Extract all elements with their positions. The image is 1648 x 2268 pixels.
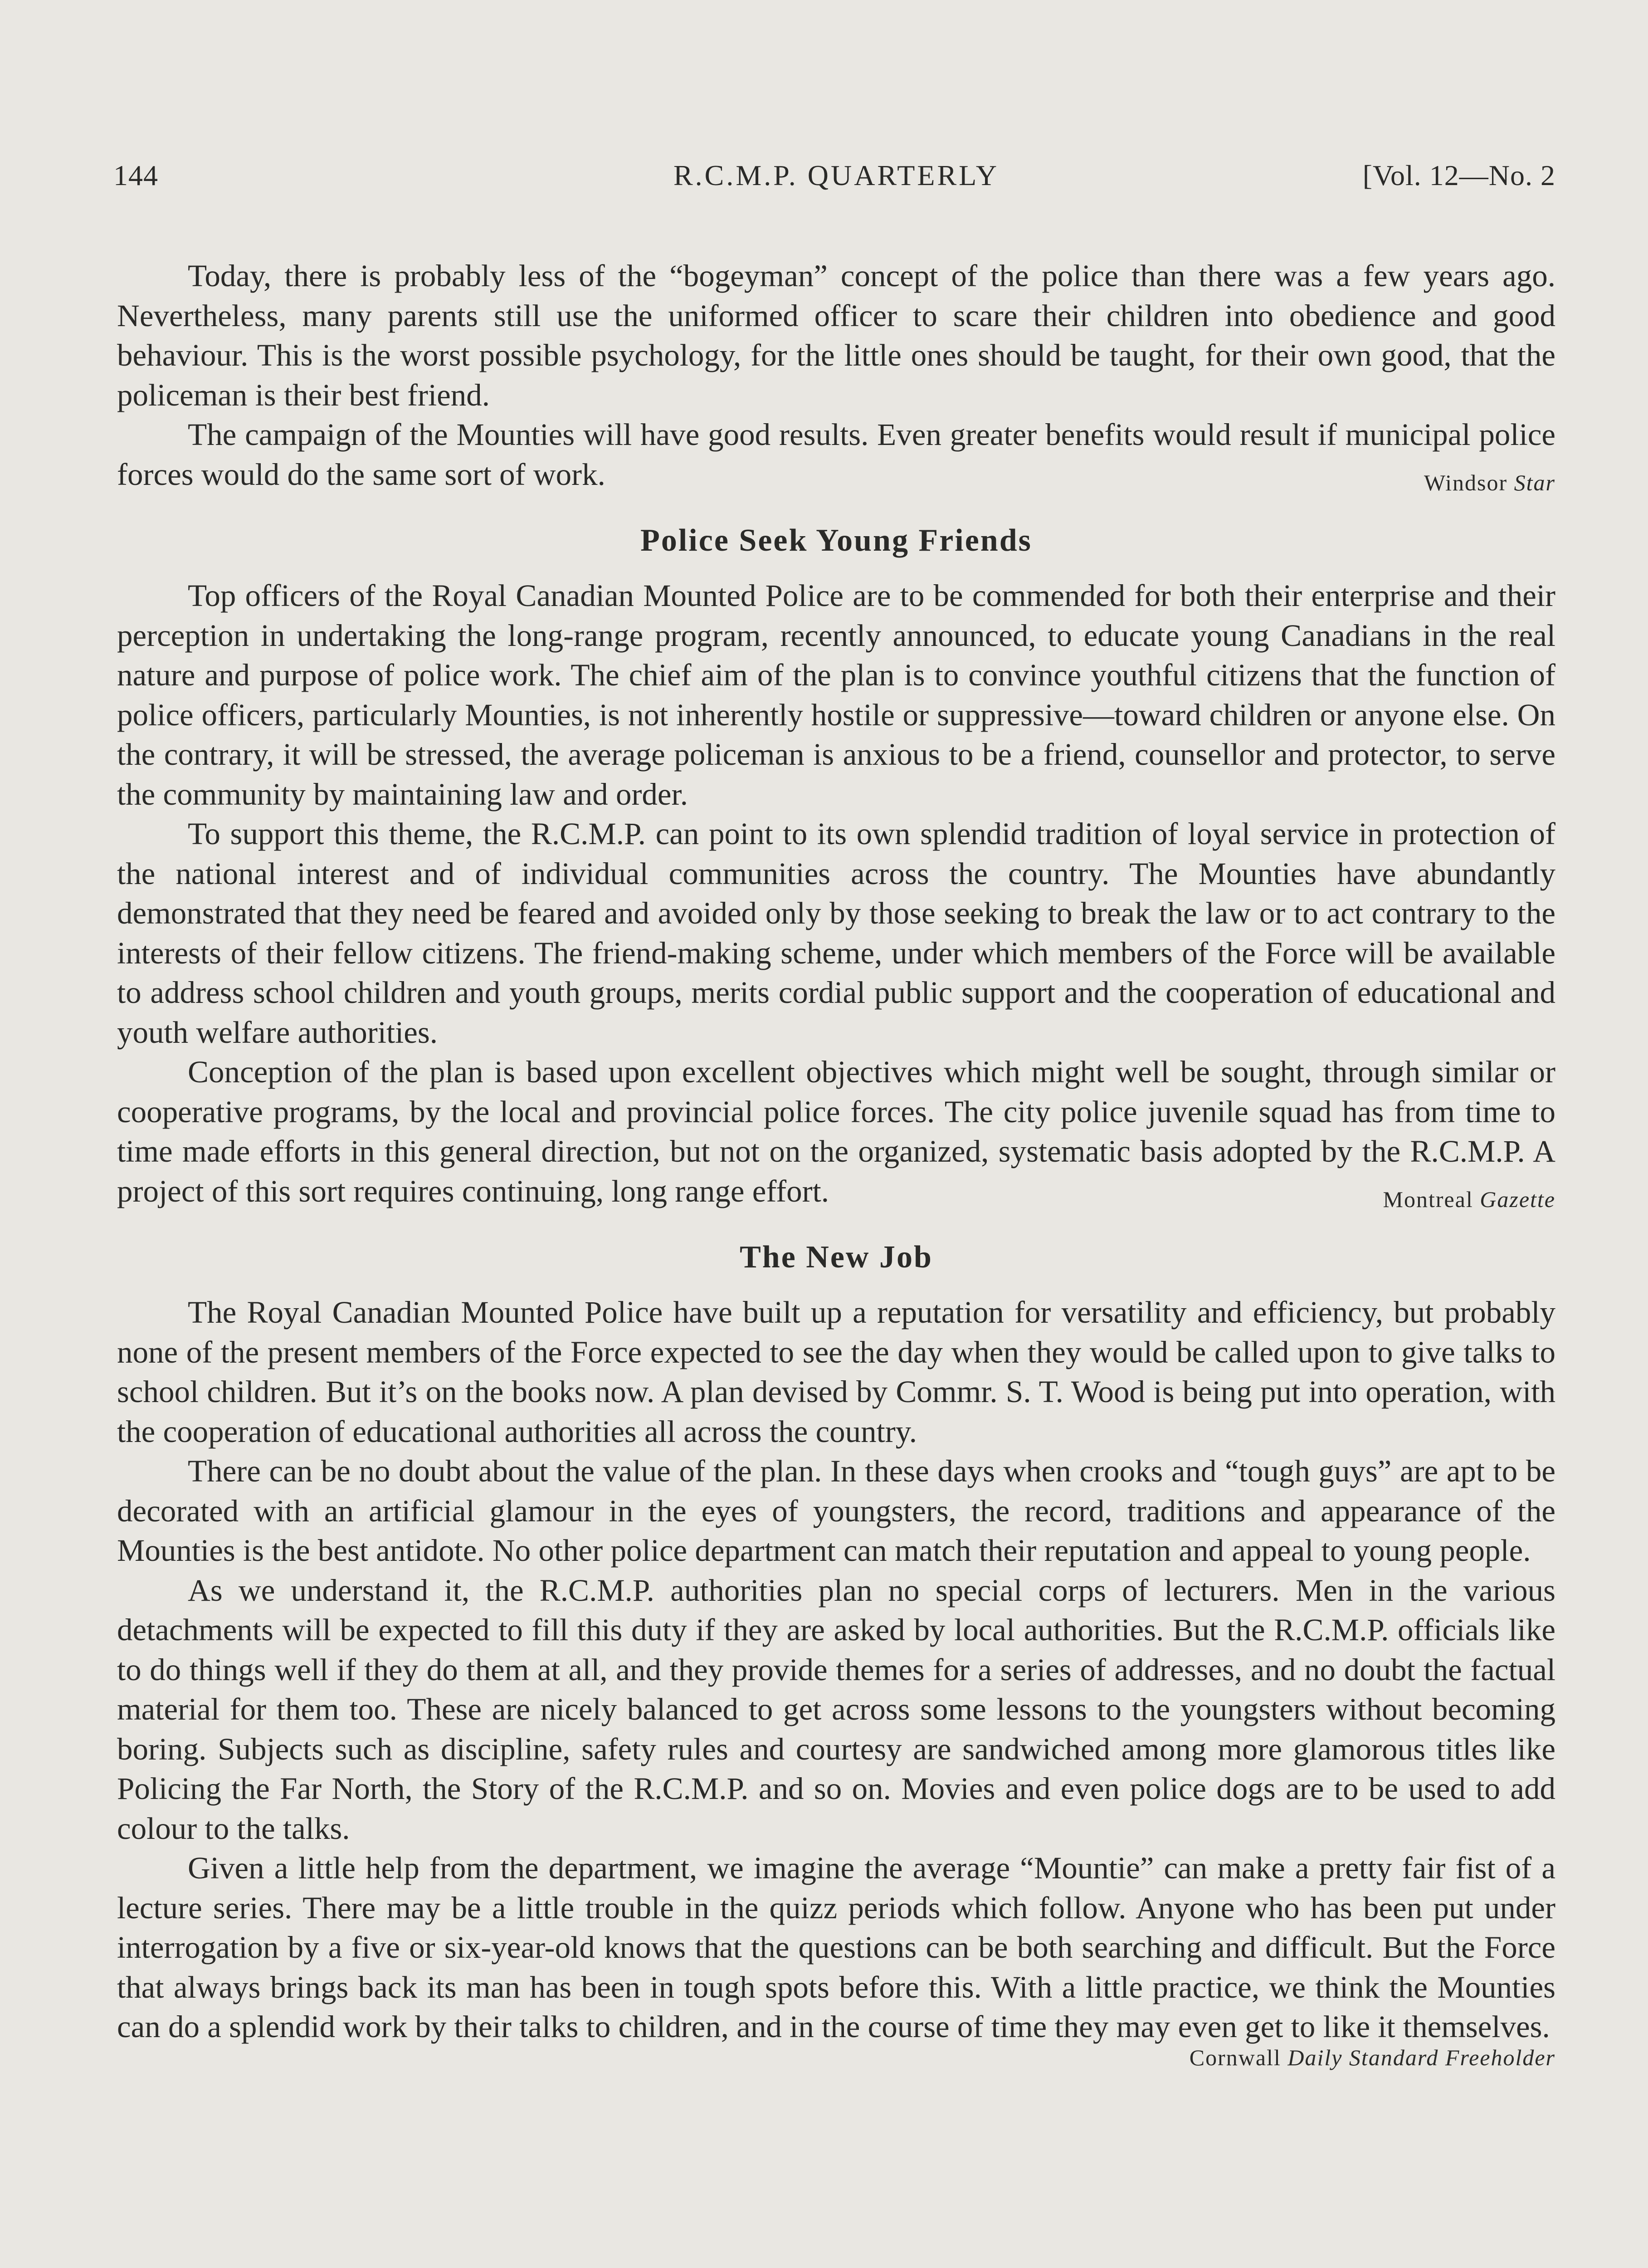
article2-paragraph-2: To support this theme, the R.C.M.P. can point to its own splendid tradition of loyal service in protection of the national interest and of individual communities across the country. The Mounties have abundantly demonstrated that they need be feared and avoided only by those seeking to break the law or to act contrary to the interests of their fellow citizens. The friend-making scheme, under which members of the Force will be available to address school children and youth groups, merits cordial public support and the cooperation of educational and youth welfare authorities. [117,816,1555,1050]
article2-title: Police Seek Young Friends [640,523,1032,558]
article3-paragraph-1: The Royal Canadian Mounted Police have built up a reputation for versatility and efficiency, but probably none of the present members of the Force expected to see the day when they would be called upon to give talks to school children. But it’s on the books now. A plan devised by Commr. S. T. Wood is being put into operation, with the cooperation of educational authorities all across the country. [117,1295,1555,1449]
article3-paragraph-4: Given a little help from the department, we imagine the average “Mountie” can make a pretty fair fist of a lecture series. There may be a little trouble in the quizz periods which follow. Anyone who has been put under interrogation by a five or six-year-old knows that the questions can be both searching and difficult. But the Force that always brings back its man has been in tough spots before this. With a little practice, we think the Mounties can do a splendid work by their talks to children, and in the course of time they may even get to like it themselves. [117,1851,1555,2044]
article3-paragraph-3: As we understand it, the R.C.M.P. authorities plan no special corps of lecturers. Men in the various detachments will be expected to fill this duty if they are asked by local authorities. But the R.C.M.P. officials like to do things well if they do them at all, and they provide themes for a series of addresses, and no doubt the factual material for them too. These are nicely balanced to get across some lessons to the youngsters without becoming boring. Subjects such as discipline, safety rules and courtesy are sandwiched among more glamorous titles like Policing the Far North, the Story of the R.C.M.P. and so on. Movies and even police dogs are to be used to add colour to the talks. [117,1573,1555,1846]
article2-paragraph-1: Top officers of the Royal Canadian Mounted Police are to be commended for both their enterprise and their perception in undertaking the long-range program, recently announced, to educate young Canadians in the real nature and purpose of police work. The chief aim of the plan is to convince youthful citizens that the function of police officers, particularly Mounties, is not inherently hostile or suppressive—toward children or anyone else. On the contrary, it will be stressed, the average policeman is anxious to be a friend, counsellor and protector, to serve the community by maintaining law and order. [117,578,1555,811]
page-number: 144 [113,159,158,191]
volume-issue: [Vol. 12—No. 2 [1362,159,1555,191]
document-page [113,159,1555,2071]
article3-paragraph-2: There can be no doubt about the value of the plan. In these days when crooks and “tough guys” are apt to be decorated with an artificial glamour in the eyes of youngsters, the record, traditions and appearance of the Mounties is the best antidote. No other police department can match their reputation and appeal to young people. [117,1454,1555,1568]
article3-title: The New Job [740,1240,933,1275]
article2-paragraph-3: Conception of the plan is based upon excellent objectives which might well be sought, through similar or cooperative programs, by the local and provincial police forces. The city police juvenile squad has from time to time made efforts in this general direction, but not on the organized, systematic basis adopted by the R.C.M.P. A project of this sort requires continuing, long range effort. Montreal Gazette [117,1052,1555,1211]
running-header [113,159,1555,209]
article2-source: Montreal Gazette [1383,1186,1555,1212]
article1-paragraph-2: The campaign of the Mounties will have good results. Even greater benefits would result if municipal police forces would do the same sort of work. Windsor Star [117,415,1555,494]
article1-paragraph-1: Today, there is probably less of the “bogeyman” concept of the police than there was a few years ago. Nevertheless, many parents still use the uniformed officer to scare their children into obedience and good behaviour. This is the worst possible psychology, for the little ones should be taught, for their own good, that the policeman is their best friend. [117,259,1555,412]
journal-title: R.C.M.P. QUARTERLY [673,159,1000,191]
article3-source: Cornwall Daily Standard Freeholder [1189,2044,1555,2070]
article1-source: Windsor Star [1424,469,1555,495]
